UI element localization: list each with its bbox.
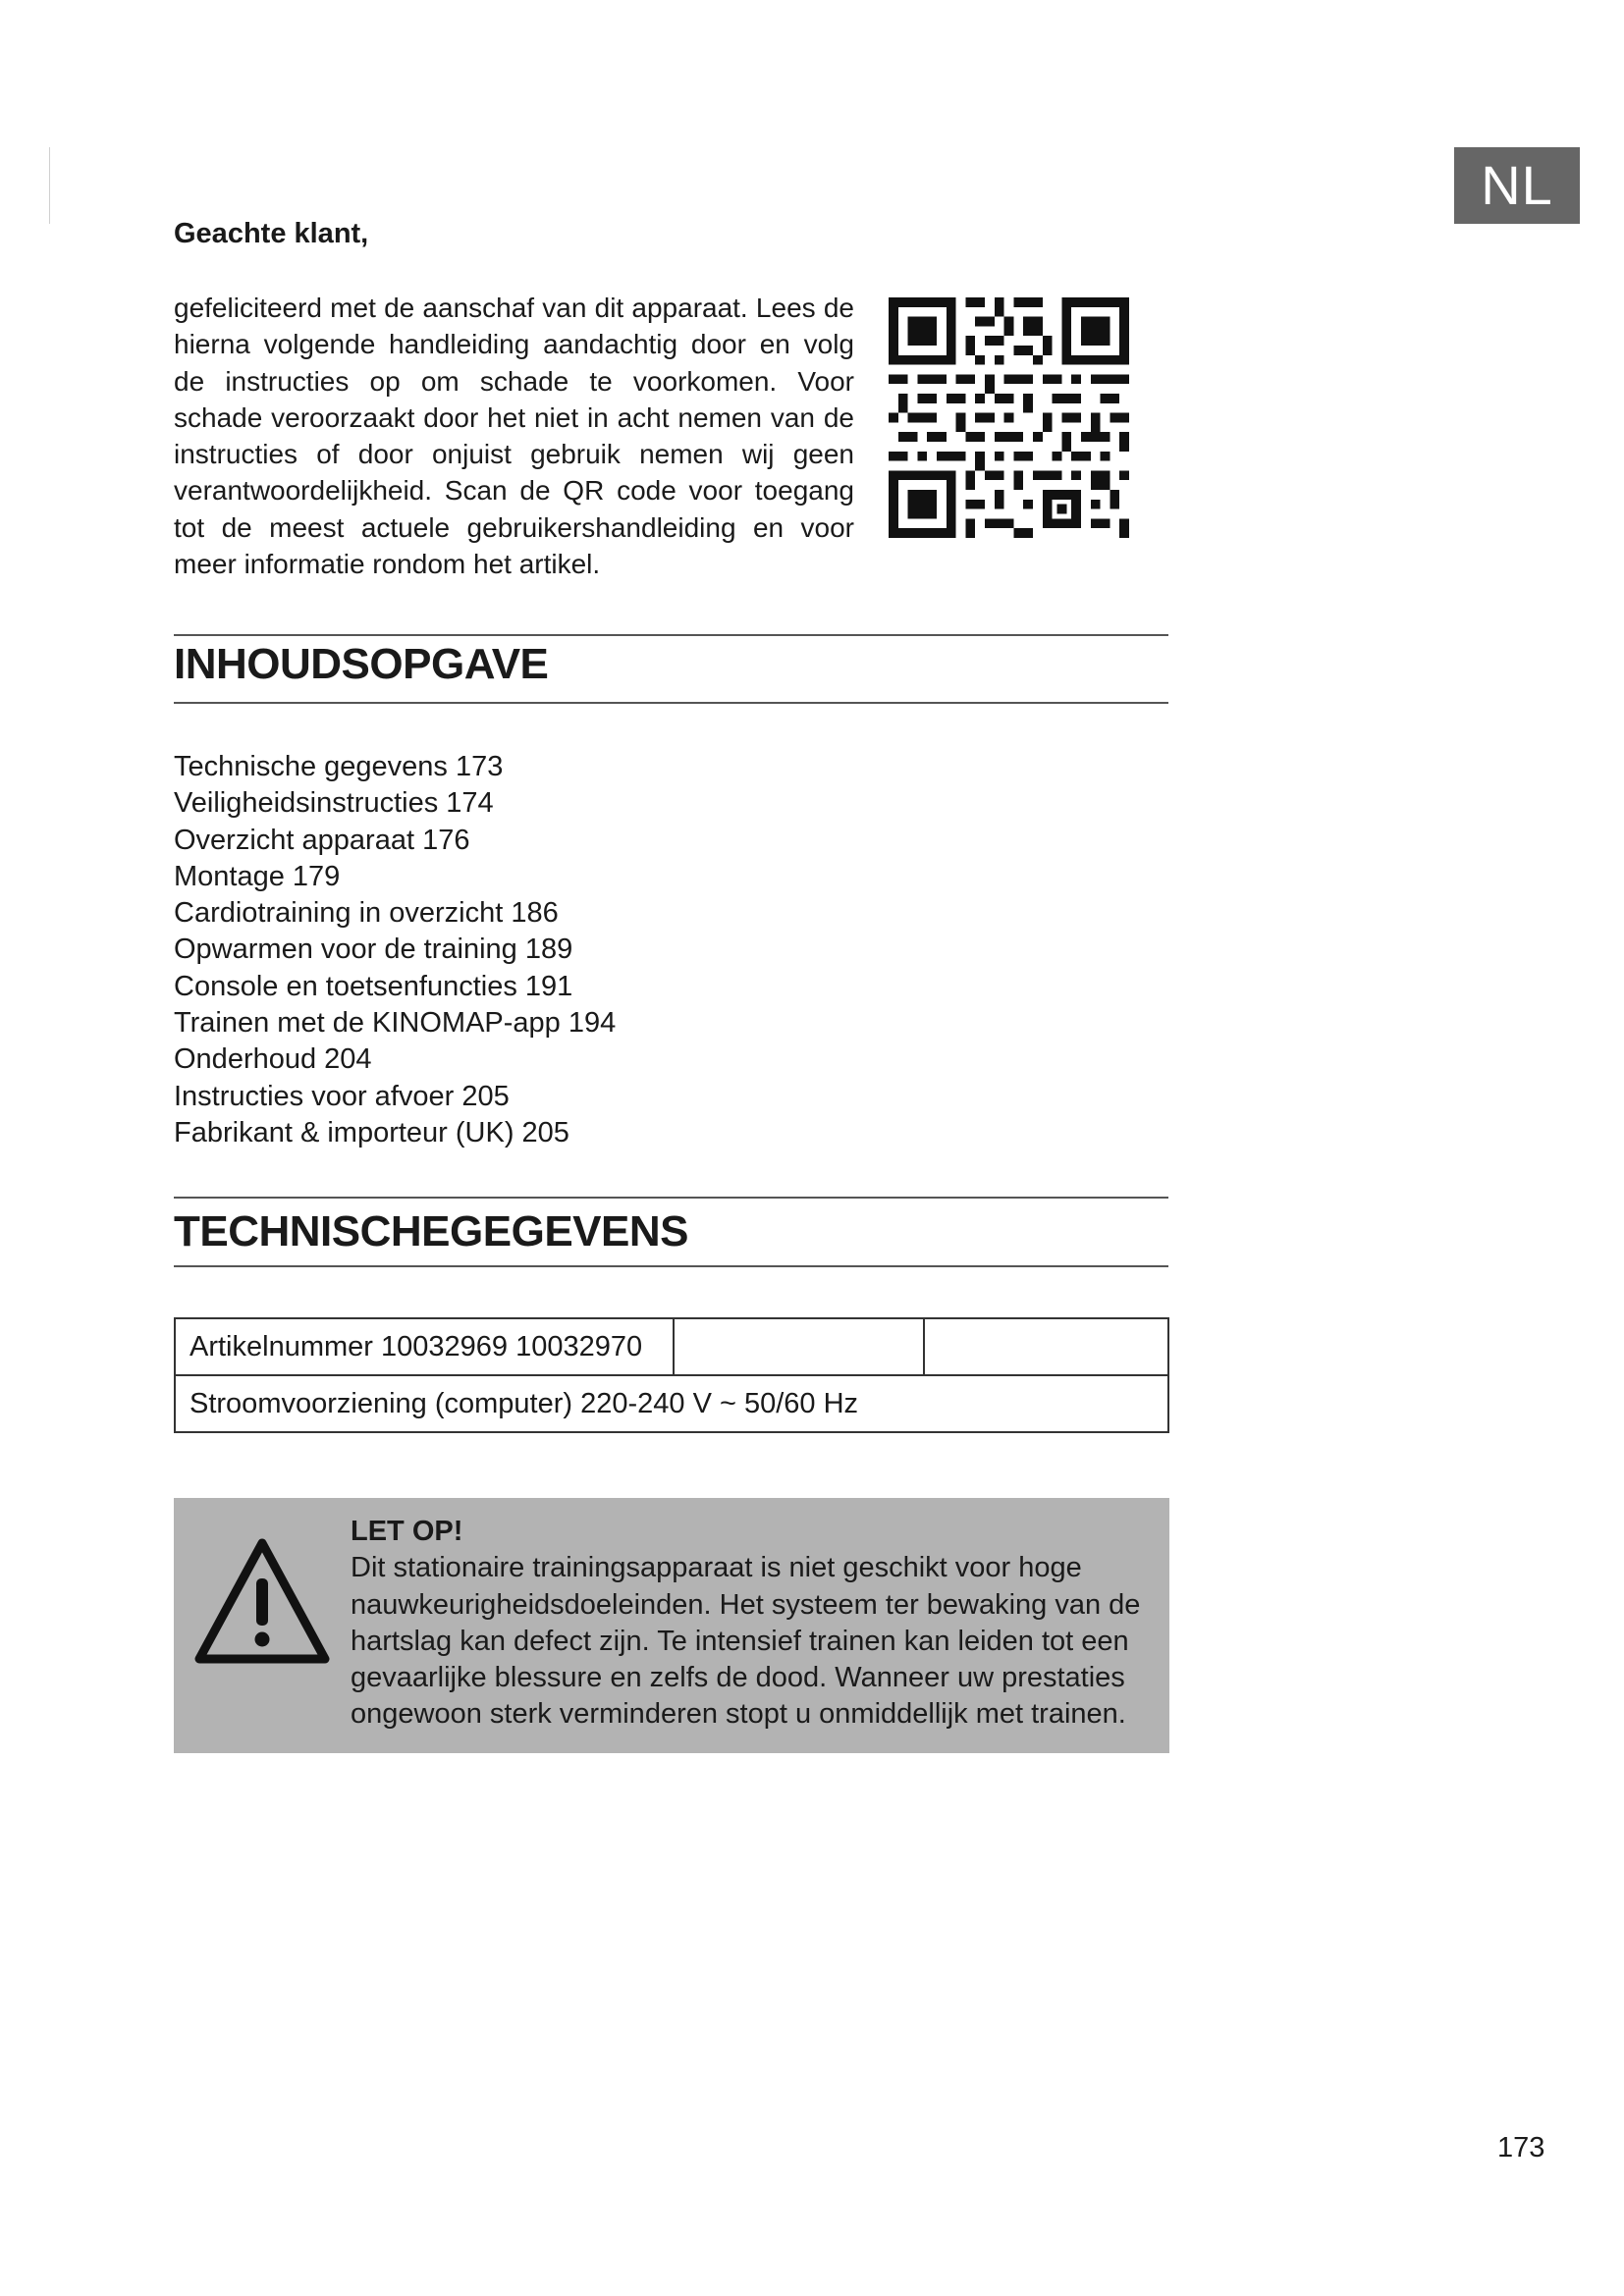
toc-item[interactable]: Trainen met de KINOMAP-app 194: [174, 1007, 617, 1040]
specs-table: [174, 1317, 1169, 1433]
warning-title: LET OP!: [351, 1516, 463, 1547]
empty-cell: [924, 1318, 1168, 1375]
toc-item[interactable]: Overzicht apparaat 176: [174, 824, 470, 856]
toc-heading: INHOUDSOPGAVE: [174, 640, 549, 688]
table-row: [175, 1318, 1168, 1375]
toc-item[interactable]: Onderhoud 204: [174, 1043, 372, 1076]
greeting: Geachte klant,: [174, 218, 369, 249]
toc-item[interactable]: Console en toetsenfuncties 191: [174, 970, 573, 1002]
warning-body: Dit stationaire trainingsapparaat is niet geschikt voor hoge nauwkeurigheidsdoeleinden. Het systeem ter bewaking van de hartslag kan defect zijn. Te intensief trainen kan leiden tot een gevaarlijke blessure en zelfs de dood. Wanneer uw prestaties ongewoon sterk verminderen stopt u onmiddellijk met trainen.: [351, 1552, 1141, 1731]
language-tab: NL: [1454, 147, 1580, 224]
toc-item[interactable]: Instructies voor afvoer 205: [174, 1080, 510, 1112]
article-number-cell: Artikelnummer 10032969 10032970: [175, 1318, 674, 1375]
toc-item[interactable]: Veiligheidsinstructies 174: [174, 787, 494, 820]
empty-cell: [674, 1318, 924, 1375]
intro-paragraph: gefeliciteerd met de aanschaf van dit apparaat. Lees de hierna volgende handleiding aandachtig door en volg de instructies op om schade te voorkomen. Voor schade veroorzaakt door het niet in acht nemen van de instructies of door onjuist gebruik nemen wij geen verantwoordelijkheid. Scan de QR code voor toegang tot de meest actuele gebruikershandleiding en voor meer informatie rondom het artikel.: [174, 293, 854, 580]
power-supply-cell: Stroomvoorziening (computer) 220-240 V ~ 50/60 Hz: [175, 1375, 1168, 1432]
toc-item[interactable]: Cardiotraining in overzicht 186: [174, 897, 559, 930]
warning-text: [351, 1514, 1156, 1734]
table-row: [175, 1375, 1168, 1432]
warning-box: [174, 1498, 1169, 1753]
margin-rule: [49, 147, 50, 224]
toc-rule-top: [174, 634, 1168, 636]
specs-rule-bottom: [174, 1265, 1168, 1267]
specs-heading: TECHNISCHEGEGEVENS: [174, 1207, 688, 1255]
toc-item[interactable]: Opwarmen voor de training 189: [174, 934, 573, 966]
toc-item[interactable]: Technische gegevens 173: [174, 751, 504, 782]
page-number: 173: [1497, 2132, 1545, 2163]
qr-code: [889, 297, 1129, 538]
toc-item[interactable]: Montage 179: [174, 860, 341, 892]
toc-rule-bottom: [174, 702, 1168, 704]
specs-rule-top: [174, 1197, 1168, 1199]
table-of-contents: [174, 749, 616, 1151]
warning-triangle-icon: [193, 1537, 331, 1665]
toc-item[interactable]: Fabrikant & importeur (UK) 205: [174, 1116, 569, 1148]
